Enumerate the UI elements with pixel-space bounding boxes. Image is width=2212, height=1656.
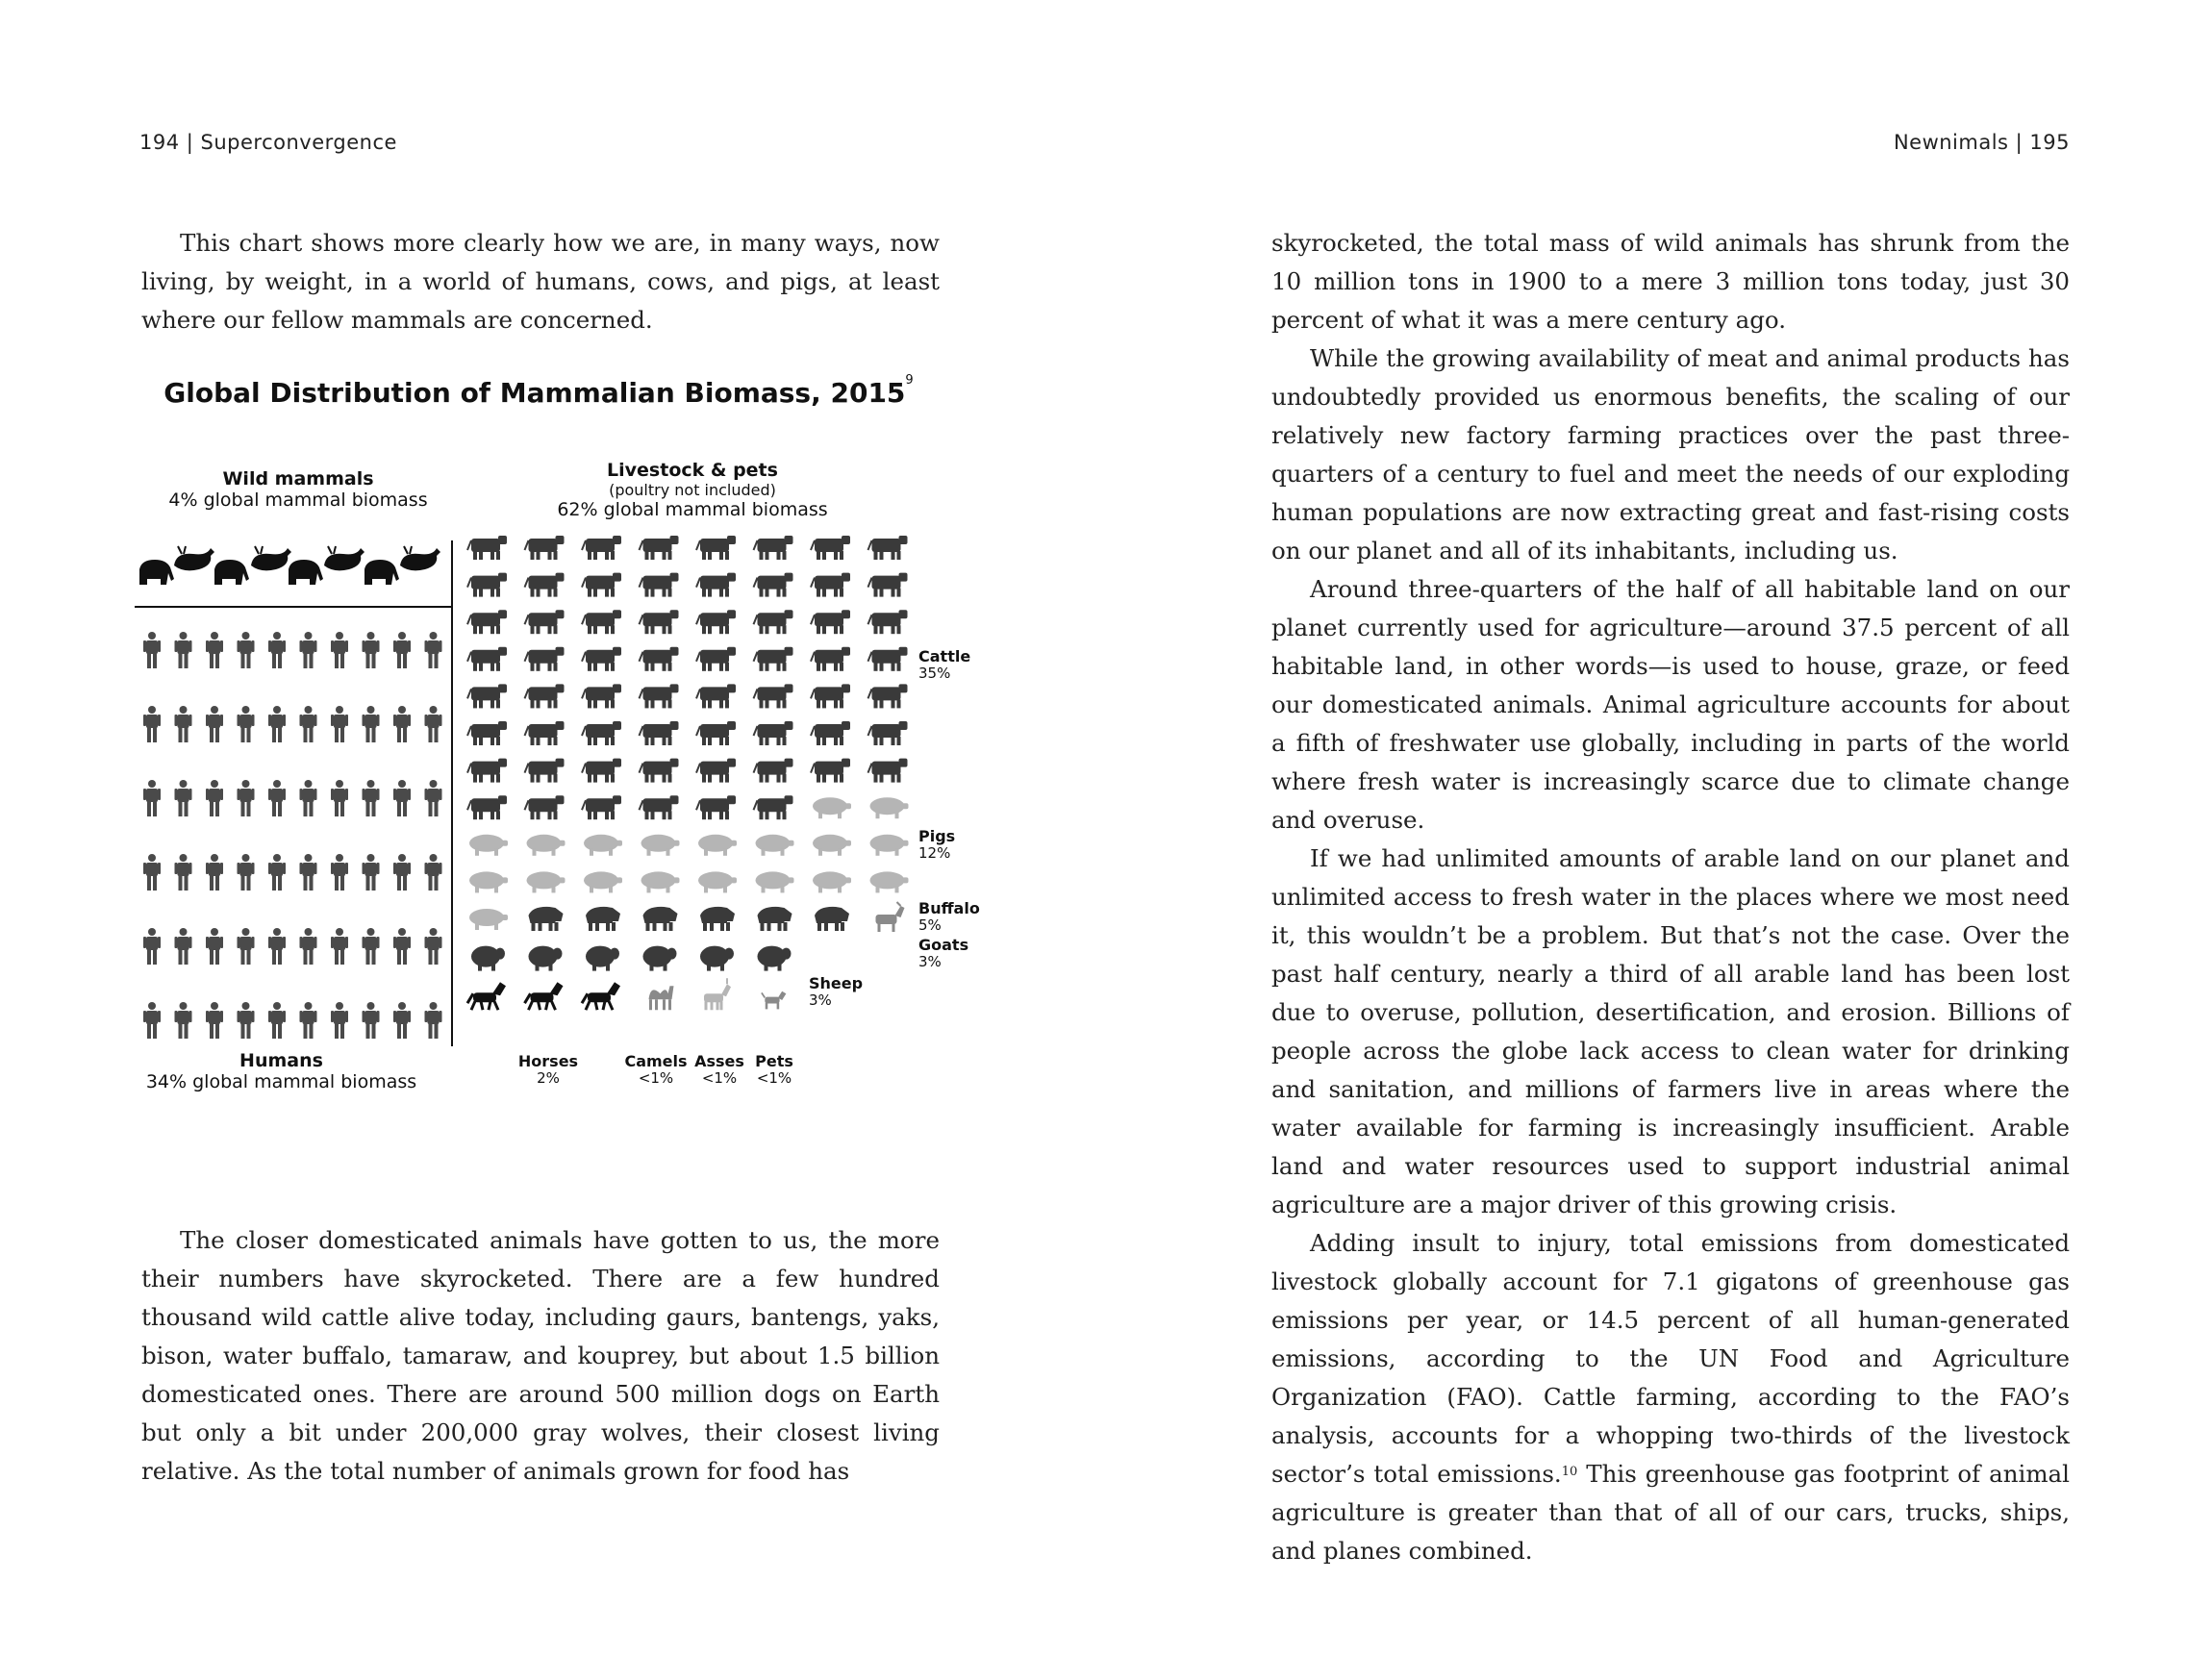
human-icon [393,1002,411,1039]
pig-icon [813,871,851,892]
pig-icon [527,835,566,856]
sheep-icon [529,946,563,971]
buffalo-icon [758,907,792,931]
cattle-icon [582,610,621,634]
buffalo-icon [529,907,564,931]
human-icon [300,706,317,742]
pig-icon [584,835,622,856]
buffalo-icon [643,907,678,931]
human-icon [300,632,317,668]
cattle-icon [696,647,736,671]
human-icon [268,780,286,816]
cattle-icon [754,759,793,783]
cattle-icon [467,759,507,783]
chart-title-footnote: 9 [905,373,914,388]
human-icon [175,780,192,816]
cattle-icon [525,573,565,597]
buffalo-icon [700,907,735,931]
sheep-icon [758,946,792,971]
cattle-icon [467,684,507,708]
pig-icon [584,871,622,892]
cattle-icon [467,721,507,745]
humans-label: Humans 34% global mammal biomass [145,1050,417,1092]
human-icon [206,706,223,742]
human-icon [300,1002,317,1039]
human-icon [393,706,411,742]
pig-icon [870,797,909,818]
human-icon [238,854,255,891]
cattle-icon [754,573,793,597]
left-running-head: 194 | Superconvergence [139,131,397,154]
cattle-icon [811,684,850,708]
human-icon [393,632,411,668]
cattle-icon [868,759,908,783]
human-icon [425,1002,442,1039]
human-icon [238,928,255,965]
human-icon [300,854,317,891]
sheep-icon [586,946,619,971]
cattle-icon [868,573,908,597]
cattle-icon [754,610,793,634]
cattle-icon [640,684,679,708]
human-icon [331,706,348,742]
camels-label: Camels <1% [624,1052,688,1087]
human-icon [425,632,442,668]
human-icon [175,928,192,965]
human-icon [206,632,223,668]
cattle-icon [640,573,679,597]
human-icon [175,854,192,891]
human-icon [425,928,442,965]
cattle-icon [582,759,621,783]
human-icon [143,1002,161,1039]
elephant-icon [289,560,323,585]
cattle-icon [525,536,565,560]
goat-icon [876,902,905,932]
human-icon [393,854,411,891]
buffalo-label: Buffalo 5% [918,899,980,934]
human-icon [331,854,348,891]
human-icon [393,928,411,965]
cattle-icon [525,721,565,745]
cattle-icon [467,610,507,634]
human-icon [425,706,442,742]
human-icon [300,928,317,965]
human-icon [175,1002,192,1039]
cattle-icon [467,573,507,597]
right-paragraph-4: If we had unlimited amounts of arable land on our planet and unlimited access to fresh water in the places where we most need it, this wouldn’t be a problem. But that’s not the case. Over the past half century, nearly a third of all arable land has been lost due to overuse, pollution, desertification, and erosion. Billions of people across the globe lack access to clean water for drinking and sanitation, and millions of farmers live in areas where the water available for farming is increasingly insufficient. Arable land and water resources used to support industrial animal agriculture are a major driver of this growing crisis. [1271,844,2070,1218]
pig-icon [813,797,851,818]
human-icon [238,632,255,668]
cattle-icon [525,684,565,708]
whale-icon [324,546,364,570]
human-icon [425,780,442,816]
pigs-label: Pigs 12% [918,827,956,862]
human-icon [238,780,255,816]
cattle-icon [811,573,850,597]
human-icon [268,1002,286,1039]
elephant-icon [214,560,249,585]
cattle-icon [868,536,908,560]
cattle-icon [467,795,507,819]
pets-label: Pets <1% [755,1052,793,1087]
pig-icon [641,835,680,856]
pig-icon [813,835,851,856]
pig-icon [756,871,794,892]
cattle-icon [525,647,565,671]
elephant-icon [139,560,174,585]
human-icon [268,928,286,965]
human-icon [143,706,161,742]
asses-label: Asses <1% [694,1052,744,1087]
cattle-icon [811,647,850,671]
horses-label: Horses 2% [517,1052,579,1087]
cattle-icon [696,684,736,708]
human-icon [331,780,348,816]
cattle-icon [754,647,793,671]
human-icon [363,1002,380,1039]
cattle-icon [640,795,679,819]
human-icon [268,632,286,668]
cattle-icon [640,610,679,634]
cattle-icon [868,721,908,745]
right-text-column [1271,224,2070,1570]
human-icon [363,780,380,816]
ass-icon [704,978,731,1010]
human-icon [268,706,286,742]
buffalo-icon [586,907,620,931]
closing-paragraph: The closer domesticated animals have gotten to us, the more their numbers have skyrocketed. There are a few hundred thousand wild cattle alive today, including gaurs, bantengs, yaks, bison, water buffalo, tamaraw, and kouprey, but about 1.5 billion domesticated ones. There are around 500 million dogs on Earth but only a bit under 200,000 gray wolves, their closest living relative. As the total number of animals grown for food has [141,1226,940,1485]
cattle-icon [754,795,793,819]
cattle-label: Cattle 35% [918,647,971,682]
cattle-icon [696,610,736,634]
pig-icon [756,835,794,856]
pig-icon [870,871,909,892]
horse-icon [582,982,620,1010]
sheep-icon [471,946,505,971]
cattle-icon [754,721,793,745]
right-paragraph-1: skyrocketed, the total mass of wild animals has shrunk from the 10 million tons in 1900 to a mere 3 million tons today, just 30 percent of what it was a mere century ago. [1271,229,2070,334]
human-icon [393,780,411,816]
cattle-icon [525,610,565,634]
pig-icon [527,871,566,892]
right-running-head-text: Newnimals | 195 [1893,131,2070,154]
human-icon [206,854,223,891]
goats-label: Goats 3% [918,936,969,970]
human-icon [175,706,192,742]
human-icon [143,632,161,668]
cattle-icon [467,647,507,671]
pig-icon [698,871,737,892]
cattle-icon [640,759,679,783]
cattle-icon [525,759,565,783]
whale-icon [174,546,214,570]
pig-icon [469,835,508,856]
cattle-icon [696,759,736,783]
livestock-pets-label: Livestock & pets (poultry not included) 62% global mammal biomass [557,460,828,520]
human-icon [238,1002,255,1039]
human-icon [425,854,442,891]
human-icon [206,1002,223,1039]
human-icon [268,854,286,891]
human-icon [331,632,348,668]
cattle-icon [696,721,736,745]
cattle-icon [754,684,793,708]
pig-icon [469,909,508,930]
intro-paragraph: This chart shows more clearly how we are, in many ways, now living, by weight, in a world of humans, cows, and pigs, at least where our fellow mammals are concerned. [141,229,940,334]
cattle-icon [754,536,793,560]
cattle-icon [582,721,621,745]
cattle-icon [467,536,507,560]
buffalo-icon [815,907,849,931]
whale-icon [251,546,291,570]
human-icon [206,780,223,816]
pig-icon [698,835,737,856]
wild-mammals-label: Wild mammals 4% global mammal biomass [168,468,428,511]
pig-icon [870,835,909,856]
whale-icon [400,546,440,570]
cattle-icon [696,573,736,597]
right-paragraph-5: Adding insult to injury, total emissions from domesticated livestock globally account for 7.1 gigatons of greenhouse gas emissions per year, or 14.5 percent of all human-generated emissions, according to the UN Food and Agriculture Organization (FAO). Cattle farming, according to the FAO’s analysis, accounts for a whopping two-thirds of the livestock sector’s total emissions.$^{10}$ This greenhouse gas footprint of animal agriculture is greater than that of all of our cars, trucks, ships, and planes combined. [1271,1229,2070,1565]
human-icon [143,928,161,965]
human-icon [331,928,348,965]
cattle-icon [640,536,679,560]
human-icon [175,632,192,668]
pet-icon [762,991,787,1010]
human-icon [238,706,255,742]
cattle-icon [525,795,565,819]
cattle-icon [640,721,679,745]
cattle-icon [811,536,850,560]
cattle-icon [582,684,621,708]
human-icon [331,1002,348,1039]
cattle-icon [696,795,736,819]
sheep-icon [643,946,677,971]
sheep-icon [700,946,734,971]
cattle-icon [640,647,679,671]
elephant-icon [364,560,399,585]
human-icon [363,706,380,742]
cattle-icon [868,647,908,671]
human-icon [363,928,380,965]
cattle-icon [811,721,850,745]
human-icon [363,854,380,891]
human-icon [206,928,223,965]
footnote-10: 10 [1561,1465,1578,1479]
cattle-icon [582,795,621,819]
human-icon [143,780,161,816]
cattle-icon [582,573,621,597]
human-icon [143,854,161,891]
camel-icon [649,986,674,1010]
right-paragraph-2: While the growing availability of meat and animal products has undoubtedly provided us enormous benefits, the scaling of our relatively new factory farming practices over the past three-quarters of a century to fuel and meet the needs of our exploding human populations are now extracting great and fast-rising costs on our planet and all of its inhabitants, including us. [1271,344,2070,565]
human-icon [300,780,317,816]
pig-icon [641,871,680,892]
cattle-icon [868,684,908,708]
cattle-icon [582,647,621,671]
cattle-icon [868,610,908,634]
horse-icon [525,982,564,1010]
horse-icon [467,982,506,1010]
chart-title: Global Distribution of Mammalian Biomass, 2015$^9$ [163,373,914,409]
pig-icon [469,871,508,892]
sheep-label: Sheep 3% [809,974,864,1009]
cattle-icon [811,610,850,634]
right-paragraph-3: Around three-quarters of the half of all habitable land on our planet currently used for agriculture—around 37.5 percent of all habitable land, in other words—is used to house, graze, or feed our domesticated animals. Animal agriculture accounts for about a fifth of freshwater use globally, including in parts of the world where fresh water is increasingly scarce due to climate change and overuse. [1271,575,2070,834]
cattle-icon [582,536,621,560]
human-icon [363,632,380,668]
cattle-icon [811,759,850,783]
cattle-icon [696,536,736,560]
